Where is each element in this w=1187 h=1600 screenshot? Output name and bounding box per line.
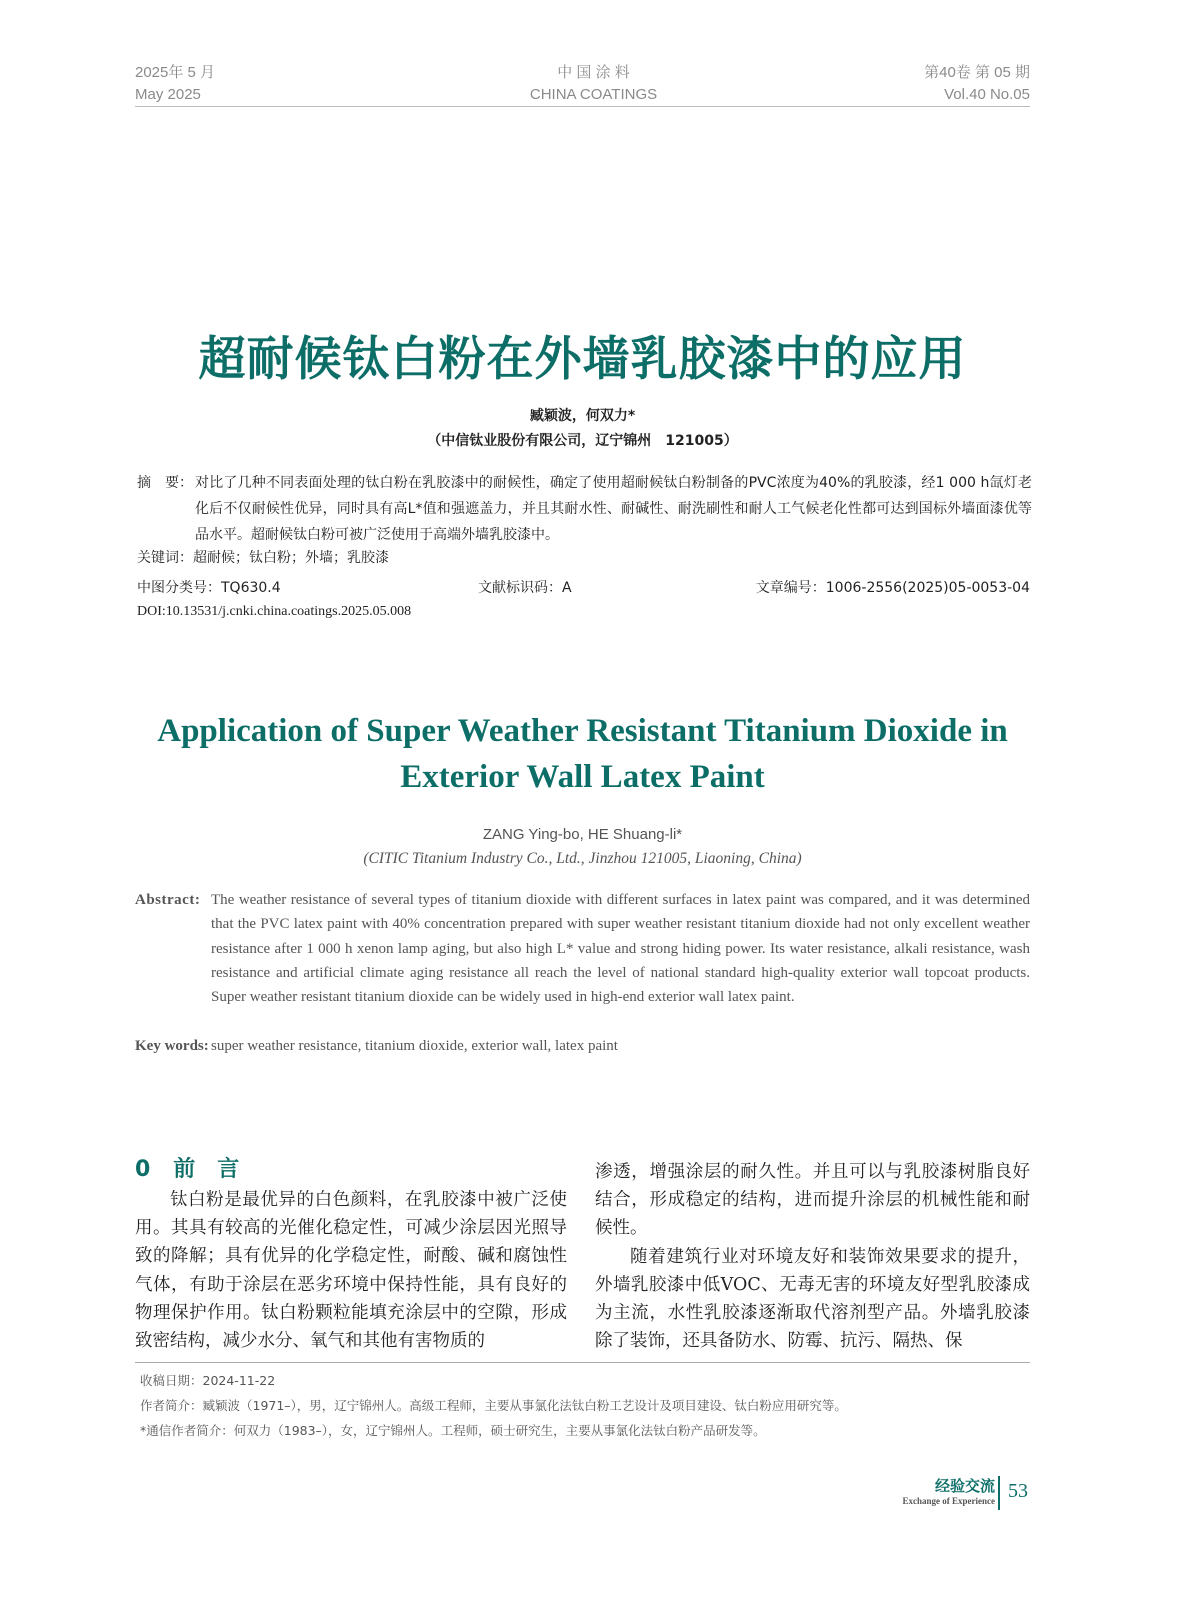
keywords-cn <box>137 547 389 567</box>
body-paragraph: 钛白粉是最优异的白色颜料，在乳胶漆中被广泛使用。其具有较高的光催化稳定性，可减少涂层因光照导致的降解；具有优异的化学稳定性，耐酸、碱和腐蚀性气体，有助于涂层在恶劣环境中保持性能，具有良好的物理保护作用。钛白粉颗粒能填充涂层中的空隙，形成致密结构，减少水分、氧气和其他有害物质的 <box>135 1190 567 1352</box>
keywords-en-text: super weather resistance, titanium dioxide, exterior wall, latex paint <box>211 1038 618 1054</box>
date-cn: 2025年 5 月 <box>135 64 216 81</box>
header-rule <box>135 106 1030 107</box>
doc-code: 文献标识码：A <box>478 580 572 596</box>
footnotes <box>140 1368 847 1443</box>
body-paragraph: 随着建筑行业对环境友好和装饰效果要求的提升，外墙乳胶漆中低VOC、无毒无害的环境友好型乳胶漆成为主流，水性乳胶漆逐渐取代溶剂型产品。外墙乳胶漆除了装饰，还具备防水、防霉、抗污、隔热、保 <box>595 1246 1030 1352</box>
keywords-en <box>135 1038 618 1055</box>
footnote-received: 收稿日期：2024-11-22 <box>140 1373 276 1388</box>
footnote-rule <box>135 1362 1030 1363</box>
footer-section-en: Exchange of Experience <box>902 1496 995 1506</box>
issue-en: Vol.40 No.05 <box>944 86 1030 103</box>
footer-divider <box>998 1476 1000 1510</box>
abstract-en <box>135 888 1030 1009</box>
doi: DOI:10.13531/j.cnki.china.coatings.2025.05.008 <box>137 604 412 619</box>
section-title: 前 言 <box>173 1157 240 1182</box>
abstract-en-text: The weather resistance of several types of titanium dioxide with different surfaces in latex paint was compared, and it was determined that the PVC latex paint with 40% concentration prepared with super weather resistant titanium dioxide had not only excellent weather resistance after 1 000 h xenon lamp aging, but also high L* value and strong hiding power. Its water resistance, alkali resistance, wash resistance and artificial climate aging resistance all reach the level of national standard high-quality exterior wall topcoat products. Super weather resistant titanium dioxide can be widely used in high-end exterior wall latex paint. <box>211 892 1030 1006</box>
title-en: Application of Super Weather Resistant Titanium Dioxide in Exterior Wall Latex Paint <box>157 713 1008 795</box>
footnote-corresponding: *通信作者简介：何双力（1983–），女，辽宁锦州人。工程师，硕士研究生，主要从事氯化法钛白粉产品研发等。 <box>140 1423 766 1438</box>
body-paragraph: 渗透，增强涂层的耐久性。并且可以与乳胶漆树脂良好结合，形成稳定的结构，进而提升涂层的机械性能和耐候性。 <box>595 1162 1030 1239</box>
page-number: 53 <box>1008 1480 1028 1502</box>
section-heading <box>135 1152 239 1183</box>
footnote-author: 作者简介：臧颖波（1971–），男，辽宁锦州人。高级工程师，主要从事氯化法钛白粉工艺设计及项目建设、钛白粉应用研究等。 <box>140 1398 847 1413</box>
keywords-cn-text: 超耐候；钛白粉；外墙；乳胶漆 <box>193 550 389 566</box>
footer-section <box>903 1476 996 1506</box>
column-left <box>135 1186 567 1355</box>
date-en: May 2025 <box>135 86 201 103</box>
header-date <box>135 62 215 106</box>
issue-cn: 第40卷 第 05 期 <box>924 64 1030 81</box>
abstract-cn-text: 对比了几种不同表面处理的钛白粉在乳胶漆中的耐候性，确定了使用超耐候钛白粉制备的PVC浓度为40%的乳胶漆，经1 000 h氙灯老化后不仅耐候性优异，同时具有高L*值和强遮盖力，并且其耐水性、耐碱性、耐洗刷性和耐人工气候老化性都可达到国标外墙面漆优等品水平。超耐候钛白粉可被广泛使用于高端外墙乳胶漆中。 <box>195 475 1032 543</box>
header-issue <box>924 62 1030 106</box>
affiliation-en: (CITIC Titanium Industry Co., Ltd., Jinzhou 121005, Liaoning, China) <box>363 850 802 867</box>
column-right <box>595 1158 1030 1355</box>
keywords-en-label: Key words: <box>135 1038 209 1054</box>
classification: 中图分类号：TQ630.4 <box>137 580 281 596</box>
title-cn: 超耐候钛白粉在外墙乳胶漆中的应用 <box>198 332 967 387</box>
journal-en: CHINA COATINGS <box>529 86 658 103</box>
section-number: 0 <box>135 1157 151 1182</box>
abstract-cn <box>137 470 1032 548</box>
article-number: 文章编号：1006-2556(2025)05-0053-04 <box>755 580 1030 596</box>
authors-cn: 臧颖波，何双力* <box>529 408 636 424</box>
authors-en: ZANG Ying-bo, HE Shuang-li* <box>482 826 683 843</box>
abstract-en-label: Abstract: <box>135 892 201 908</box>
journal-cn: 中 国 涂 料 <box>557 64 630 81</box>
footer-section-cn: 经验交流 <box>934 1477 995 1495</box>
abstract-cn-label: 摘 要： <box>137 475 193 491</box>
header-journal <box>435 62 752 106</box>
affiliation-cn: （中信钛业股份有限公司，辽宁锦州 121005） <box>427 433 738 449</box>
keywords-cn-label: 关键词： <box>137 550 193 566</box>
